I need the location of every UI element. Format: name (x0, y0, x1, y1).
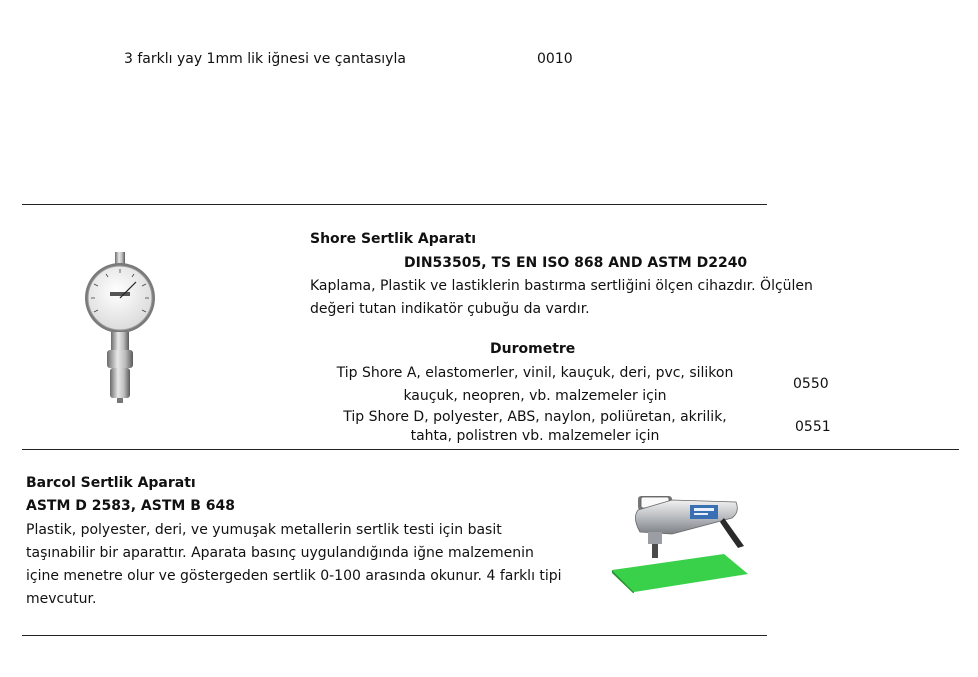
durometre-heading: Durometre (490, 341, 576, 357)
shore-title: Shore Sertlik Aparatı (310, 231, 477, 247)
top-item-code: 0010 (537, 51, 573, 67)
shore-description (310, 275, 813, 321)
barcol-description-line: içine menetre olur ve göstergeden sertlik 0-100 arasında okunur. 4 farklı tipi (26, 568, 562, 584)
durometre-row-a-code: 0550 (793, 376, 829, 392)
shore-description-line: Kaplama, Plastik ve lastiklerin bastırma sertliğini ölçen cihazdır. Ölçülen (310, 278, 813, 294)
barcol-description-line: taşınabilir bir aparattır. Aparata basınç uygulandığında iğne malzemenin (26, 545, 534, 561)
shore-durometer-image (76, 250, 166, 405)
barcol-description (26, 519, 562, 611)
barcol-description-line: Plastik, polyester, deri, ve yumuşak metallerin sertlik testi için basit (26, 522, 502, 538)
divider (22, 635, 767, 636)
barcol-title: Barcol Sertlik Aparatı (26, 475, 196, 491)
durometre-row-a (310, 362, 760, 408)
divider (22, 449, 959, 450)
durometre-row-d-code: 0551 (795, 419, 831, 435)
durometre-row-d-line: Tip Shore D, polyester, ABS, naylon, poliüretan, akrilik, (343, 409, 727, 425)
barcol-standards: ASTM D 2583, ASTM B 648 (26, 498, 235, 514)
top-item-description: 3 farklı yay 1mm lik iğnesi ve çantasıyla (124, 51, 406, 67)
barcol-description-line: mevcutur. (26, 591, 97, 607)
durometre-row-a-line: kauçuk, neopren, vb. malzemeler için (403, 388, 667, 404)
shore-description-line: değeri tutan indikatör çubuğu da vardır. (310, 301, 590, 317)
barcol-impressor-image (612, 488, 752, 593)
durometre-row-d (310, 408, 760, 446)
durometre-row-d-line: tahta, polistren vb. malzemeler için (410, 428, 660, 444)
durometre-row-a-line: Tip Shore A, elastomerler, vinil, kauçuk, deri, pvc, silikon (336, 365, 734, 381)
divider (22, 204, 767, 205)
shore-standards: DIN53505, TS EN ISO 868 AND ASTM D2240 (404, 255, 748, 271)
